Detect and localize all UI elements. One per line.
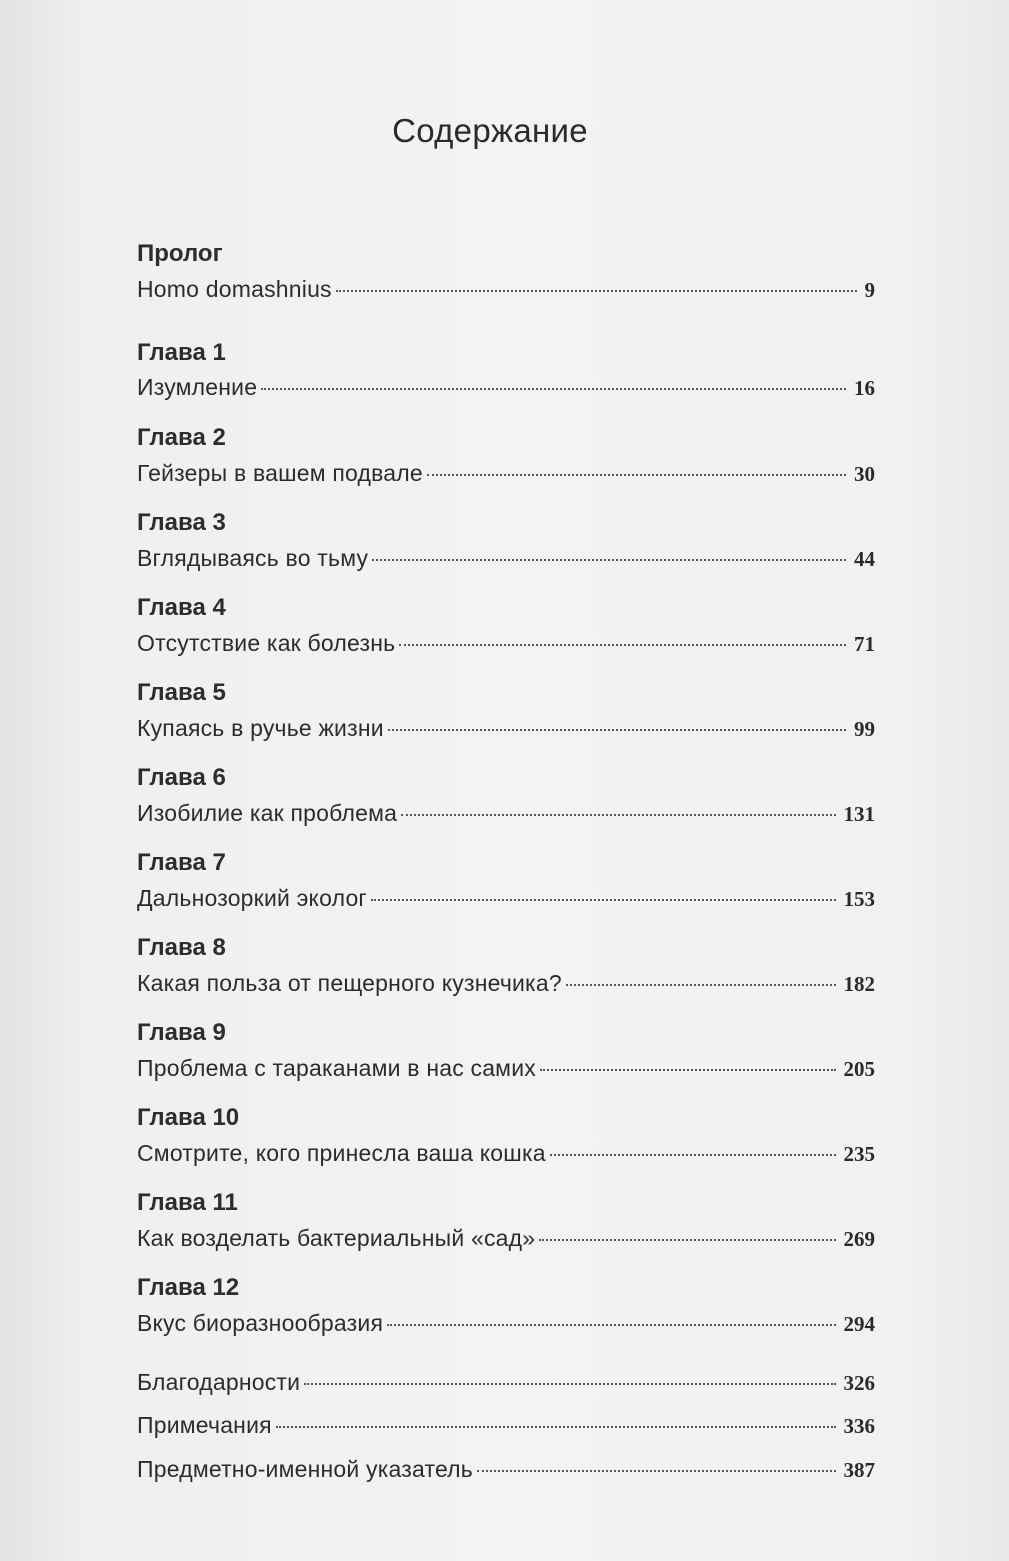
toc-heading-chapter: Глава 7 (137, 849, 226, 876)
toc-entry[interactable] (137, 1310, 875, 1337)
dot-leader (566, 984, 836, 986)
toc-page-number: 387 (843, 1458, 875, 1482)
toc-page-number: 182 (843, 972, 875, 996)
dot-leader (477, 1470, 836, 1472)
toc-heading-chapter: Глава 12 (137, 1274, 240, 1301)
toc-entry[interactable] (137, 800, 875, 827)
toc-entry-title: Дальнозоркий эколог (137, 885, 368, 911)
toc-entry[interactable] (137, 885, 875, 912)
dot-leader (427, 474, 846, 476)
toc-entry[interactable] (137, 1055, 875, 1082)
dot-leader (401, 814, 835, 816)
toc-heading-chapter: Глава 11 (137, 1189, 238, 1216)
toc-heading-chapter: Глава 9 (137, 1019, 226, 1046)
toc-entry[interactable] (137, 970, 875, 997)
toc-entry-title: Предметно-именной указатель (137, 1456, 473, 1482)
dot-leader (539, 1239, 835, 1241)
toc-entry-title: Примечания (137, 1412, 272, 1438)
toc-page-number: 336 (843, 1414, 875, 1438)
toc-heading-chapter: Глава 8 (137, 934, 226, 961)
dot-leader (372, 559, 846, 561)
toc-page-number: 294 (843, 1312, 875, 1336)
toc-entry[interactable] (137, 545, 875, 572)
dot-leader (387, 1324, 835, 1326)
dot-leader (388, 729, 846, 731)
toc-entry-title: Изумление (137, 374, 258, 400)
toc-page-number: 44 (854, 547, 875, 571)
toc-heading-chapter: Глава 3 (137, 509, 226, 536)
toc-page-number: 131 (843, 802, 875, 826)
dot-leader (540, 1069, 836, 1071)
toc-page-number: 326 (843, 1371, 875, 1395)
toc-page-number: 235 (843, 1142, 875, 1166)
toc-page-number: 16 (854, 376, 875, 400)
toc-entry[interactable] (137, 715, 875, 742)
toc-heading-chapter: Глава 5 (137, 679, 226, 706)
dot-leader (399, 644, 846, 646)
toc-entry-title: Купаясь в ручье жизни (137, 715, 384, 741)
toc-entry-title: Отсутствие как болезнь (137, 630, 396, 656)
dot-leader (261, 388, 846, 390)
dot-leader (304, 1383, 835, 1385)
toc-page-number: 205 (843, 1057, 875, 1081)
dot-leader (550, 1154, 836, 1156)
toc-entry[interactable] (137, 1225, 875, 1252)
toc-page-number: 153 (843, 887, 875, 911)
toc-entry[interactable] (137, 374, 875, 401)
toc-heading-chapter: Глава 6 (137, 764, 226, 791)
toc-entry[interactable] (137, 630, 875, 657)
toc-heading-chapter: Глава 4 (137, 594, 226, 621)
toc-heading-chapter: Глава 2 (137, 424, 226, 451)
toc-page-number: 30 (854, 462, 875, 486)
toc-entry-title: Какая польза от пещерного кузнечика? (137, 970, 562, 996)
page-title: Содержание (392, 112, 588, 149)
toc-entry-title: Проблема с тараканами в нас самих (137, 1055, 536, 1081)
toc-entry-title: Гейзеры в вашем подвале (137, 460, 423, 486)
toc-entry-title: Изобилие как проблема (137, 800, 398, 826)
toc-entry[interactable] (137, 1140, 875, 1167)
dot-leader (276, 1426, 836, 1428)
toc-entry[interactable] (137, 460, 875, 487)
toc-entry[interactable] (137, 276, 875, 303)
toc-entry-title: Вглядываясь во тьму (137, 545, 369, 571)
toc-entry-title: Благодарности (137, 1369, 301, 1395)
toc-heading-chapter: Глава 10 (137, 1104, 240, 1131)
toc-entry-title: Вкус биоразнообразия (137, 1310, 384, 1336)
toc-heading-chapter: Глава 1 (137, 339, 226, 366)
toc-entry-title: Homo domashnius (137, 276, 332, 302)
toc-backmatter-entry[interactable] (137, 1412, 875, 1439)
toc-heading-prologue: Пролог (137, 240, 223, 267)
toc-page-number: 71 (854, 632, 875, 656)
dot-leader (336, 290, 857, 292)
dot-leader (371, 899, 835, 901)
toc-entry-title: Как возделать бактериальный «сад» (137, 1225, 536, 1251)
toc-page-number: 269 (843, 1227, 875, 1251)
toc-page-number: 99 (854, 717, 875, 741)
toc-backmatter-entry[interactable] (137, 1456, 875, 1483)
toc-entry-title: Смотрите, кого принесла ваша кошка (137, 1140, 546, 1166)
toc-page-number: 9 (864, 278, 875, 302)
toc-backmatter-entry[interactable] (137, 1369, 875, 1396)
